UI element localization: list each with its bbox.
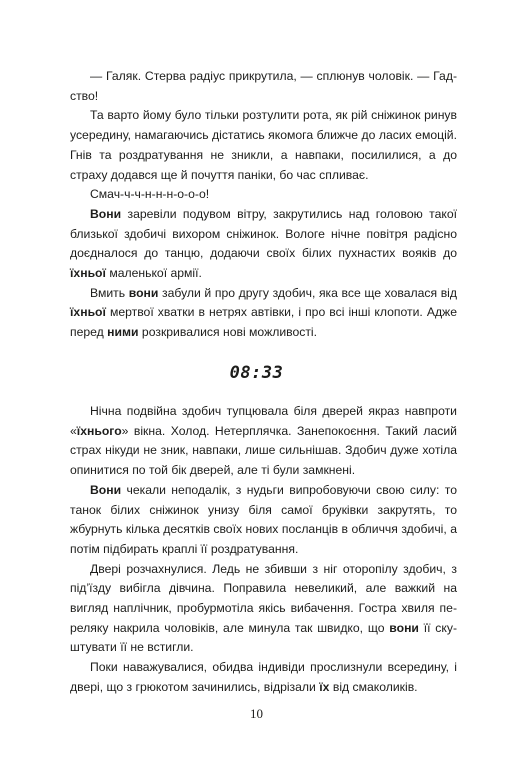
paragraph xyxy=(70,560,457,659)
text-run: Двері розчахнулися. Ледь не збивши з ніг оторопілу здобич, з під’їзду вибігла дівчина. Поправила невеликий, але важкий на вигляд наплічник, пробурмотіла якісь вибачення. Гостра хвиля переляку накрила чоловіків, але минула так швидко, що xyxy=(70,561,457,635)
emphasized-word: вони xyxy=(389,620,419,635)
text-run: Нічна подвійна здобич тупцювала біля дверей якраз навпроти « xyxy=(70,404,457,438)
text-run: Поки наважувалися, обидва індивіди прослизнули всередину, і двері, що з грюкотом зачинились, відрізали xyxy=(70,660,457,694)
text-run: — Галяк. Стерва радіус прикрутила, — сплюнув чоловік. — Гадство! xyxy=(70,69,457,103)
text-run: Та варто йому було тільки розтулити рота, як рій сніжинок ринув усередину, намагаючись дістатись якомога ближче до ласих емоцій. Гнів та роздратування не зникли, а навпаки, посилилися, а до страху додався ще й почуття паніки, бо час спливає. xyxy=(70,108,457,182)
text-run: заревіли подувом вітру, закрутились над головою такої близької здобичі вихором сніжинок. Вологе нічне повітря радісно доєдналося до танцю, додаючи своїх білих пухнастих вояків до xyxy=(70,206,457,261)
paragraph xyxy=(70,205,457,284)
paragraph xyxy=(70,185,457,205)
paragraph xyxy=(70,402,457,481)
paragraph xyxy=(70,481,457,560)
emphasized-word: вони xyxy=(128,285,159,300)
emphasized-word: їхнього xyxy=(76,423,122,438)
text-run: » вікна. Холод. Нетерплячка. Занепокоєння. Такий ласий страх нікуди не зник, навпаки, лише сильнішав. Здобич дуже хотіла опинитися по той бік дверей, але ті були замкнені. xyxy=(70,423,457,478)
text-run: її скуштувати її не встигли. xyxy=(70,620,457,655)
emphasized-word: Вони xyxy=(90,206,122,221)
paragraph xyxy=(70,106,457,185)
text-run: від смаколиків. xyxy=(329,679,418,694)
page-number: 10 xyxy=(250,706,263,721)
text-block-bottom xyxy=(70,402,457,698)
text-run: розкривалися нові можливості. xyxy=(138,325,318,340)
text-run: Смач-ч-ч-н-н-н-о-о-о! xyxy=(90,187,210,202)
emphasized-word: їхньої xyxy=(70,266,106,281)
emphasized-word: їх xyxy=(319,679,330,694)
text-run: забули й про другу здобич, яка все ще ховалася від xyxy=(158,285,457,300)
paragraph xyxy=(70,658,457,697)
text-run: маленької армії. xyxy=(105,266,202,281)
text-run: чекали неподалік, з нудьги випробовуючи свою силу: то танок білих сніжинок унизу біля самої бруківки закрутять, то жбурнуть кілька десятків своїх нових посланців в обличчя здобичі, а потім підбирать краплі її роздратування. xyxy=(70,482,457,556)
paragraph xyxy=(70,67,457,106)
emphasized-word: ними xyxy=(107,325,139,340)
text-run: мертвої хватки в нетрях автівки, і про всі інші клопоти. Адже перед xyxy=(70,305,457,340)
emphasized-word: їхньої xyxy=(70,305,106,320)
emphasized-word: Вони xyxy=(90,482,122,497)
paragraph xyxy=(70,284,457,343)
text-block-top xyxy=(70,67,457,343)
section-time-heading: 08:33 xyxy=(229,363,284,383)
text-run: Вмить xyxy=(90,285,129,300)
